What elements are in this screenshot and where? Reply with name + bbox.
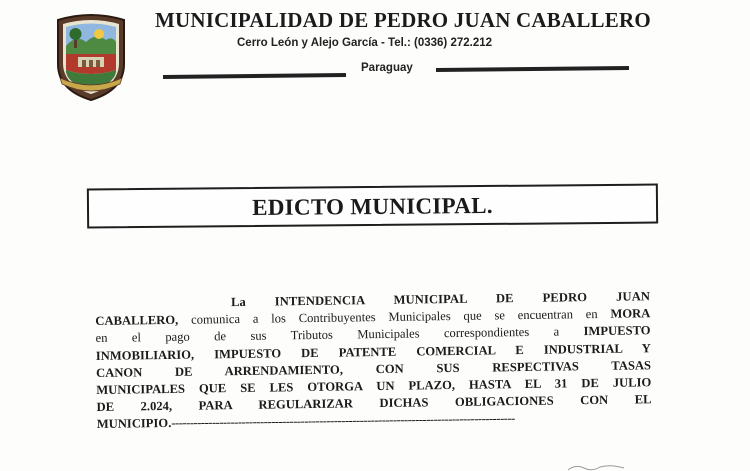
edict-title-box <box>87 184 658 229</box>
address-line: Cerro León y Alejo García - Tel.: (0336) 272.212 <box>237 37 493 49</box>
edict-body <box>95 288 652 433</box>
body-line-7: DE 2.024, PARA REGULARIZAR DICHAS OBLIGACIONES CON EL <box>96 392 652 415</box>
body-line-1-intendencia: INTENDENCIA MUNICIPAL DE PEDRO JUAN <box>274 289 651 309</box>
country-label: Paraguay <box>361 62 413 74</box>
body-line-2-text: comunica a los Contribuyentes Municipales que se encuentran en <box>178 307 611 328</box>
edict-title: EDICTO MUNICIPAL. <box>252 192 493 221</box>
body-line-3-text: en el pago de sus Tributos Municipales correspondientes a <box>95 324 584 346</box>
municipal-crest-icon <box>54 12 128 102</box>
faint-signature-mark <box>566 462 626 471</box>
body-line-2-caballero: CABALLERO, <box>95 313 179 329</box>
letterhead-rule-left <box>163 73 346 79</box>
body-line-6: MUNICIPALES QUE SE LES OTORGA UN PLAZO, HASTA EL 31 DE JULIO <box>96 375 652 398</box>
body-line-1-la: La <box>231 294 275 310</box>
body-line-5: CANON DE ARRENDAMIENTO, CON SUS RESPECTIVAS TASAS <box>95 358 652 380</box>
body-line-8-municipio: MUNICIPIO. <box>96 416 172 432</box>
body-line-2-mora: MORA <box>610 306 651 322</box>
organization-name: MUNICIPALIDAD DE PEDRO JUAN CABALLERO <box>155 8 651 32</box>
letterhead-rule-right <box>436 66 629 72</box>
body-line-8-dashes: --------------------------------------------------------------------------------------------- <box>171 411 515 431</box>
body-line-4: INMOBILIARIO, IMPUESTO DE PATENTE COMERCIAL E INDUSTRIAL Y <box>95 340 651 363</box>
body-line-3-impuesto: IMPUESTO <box>583 323 651 339</box>
